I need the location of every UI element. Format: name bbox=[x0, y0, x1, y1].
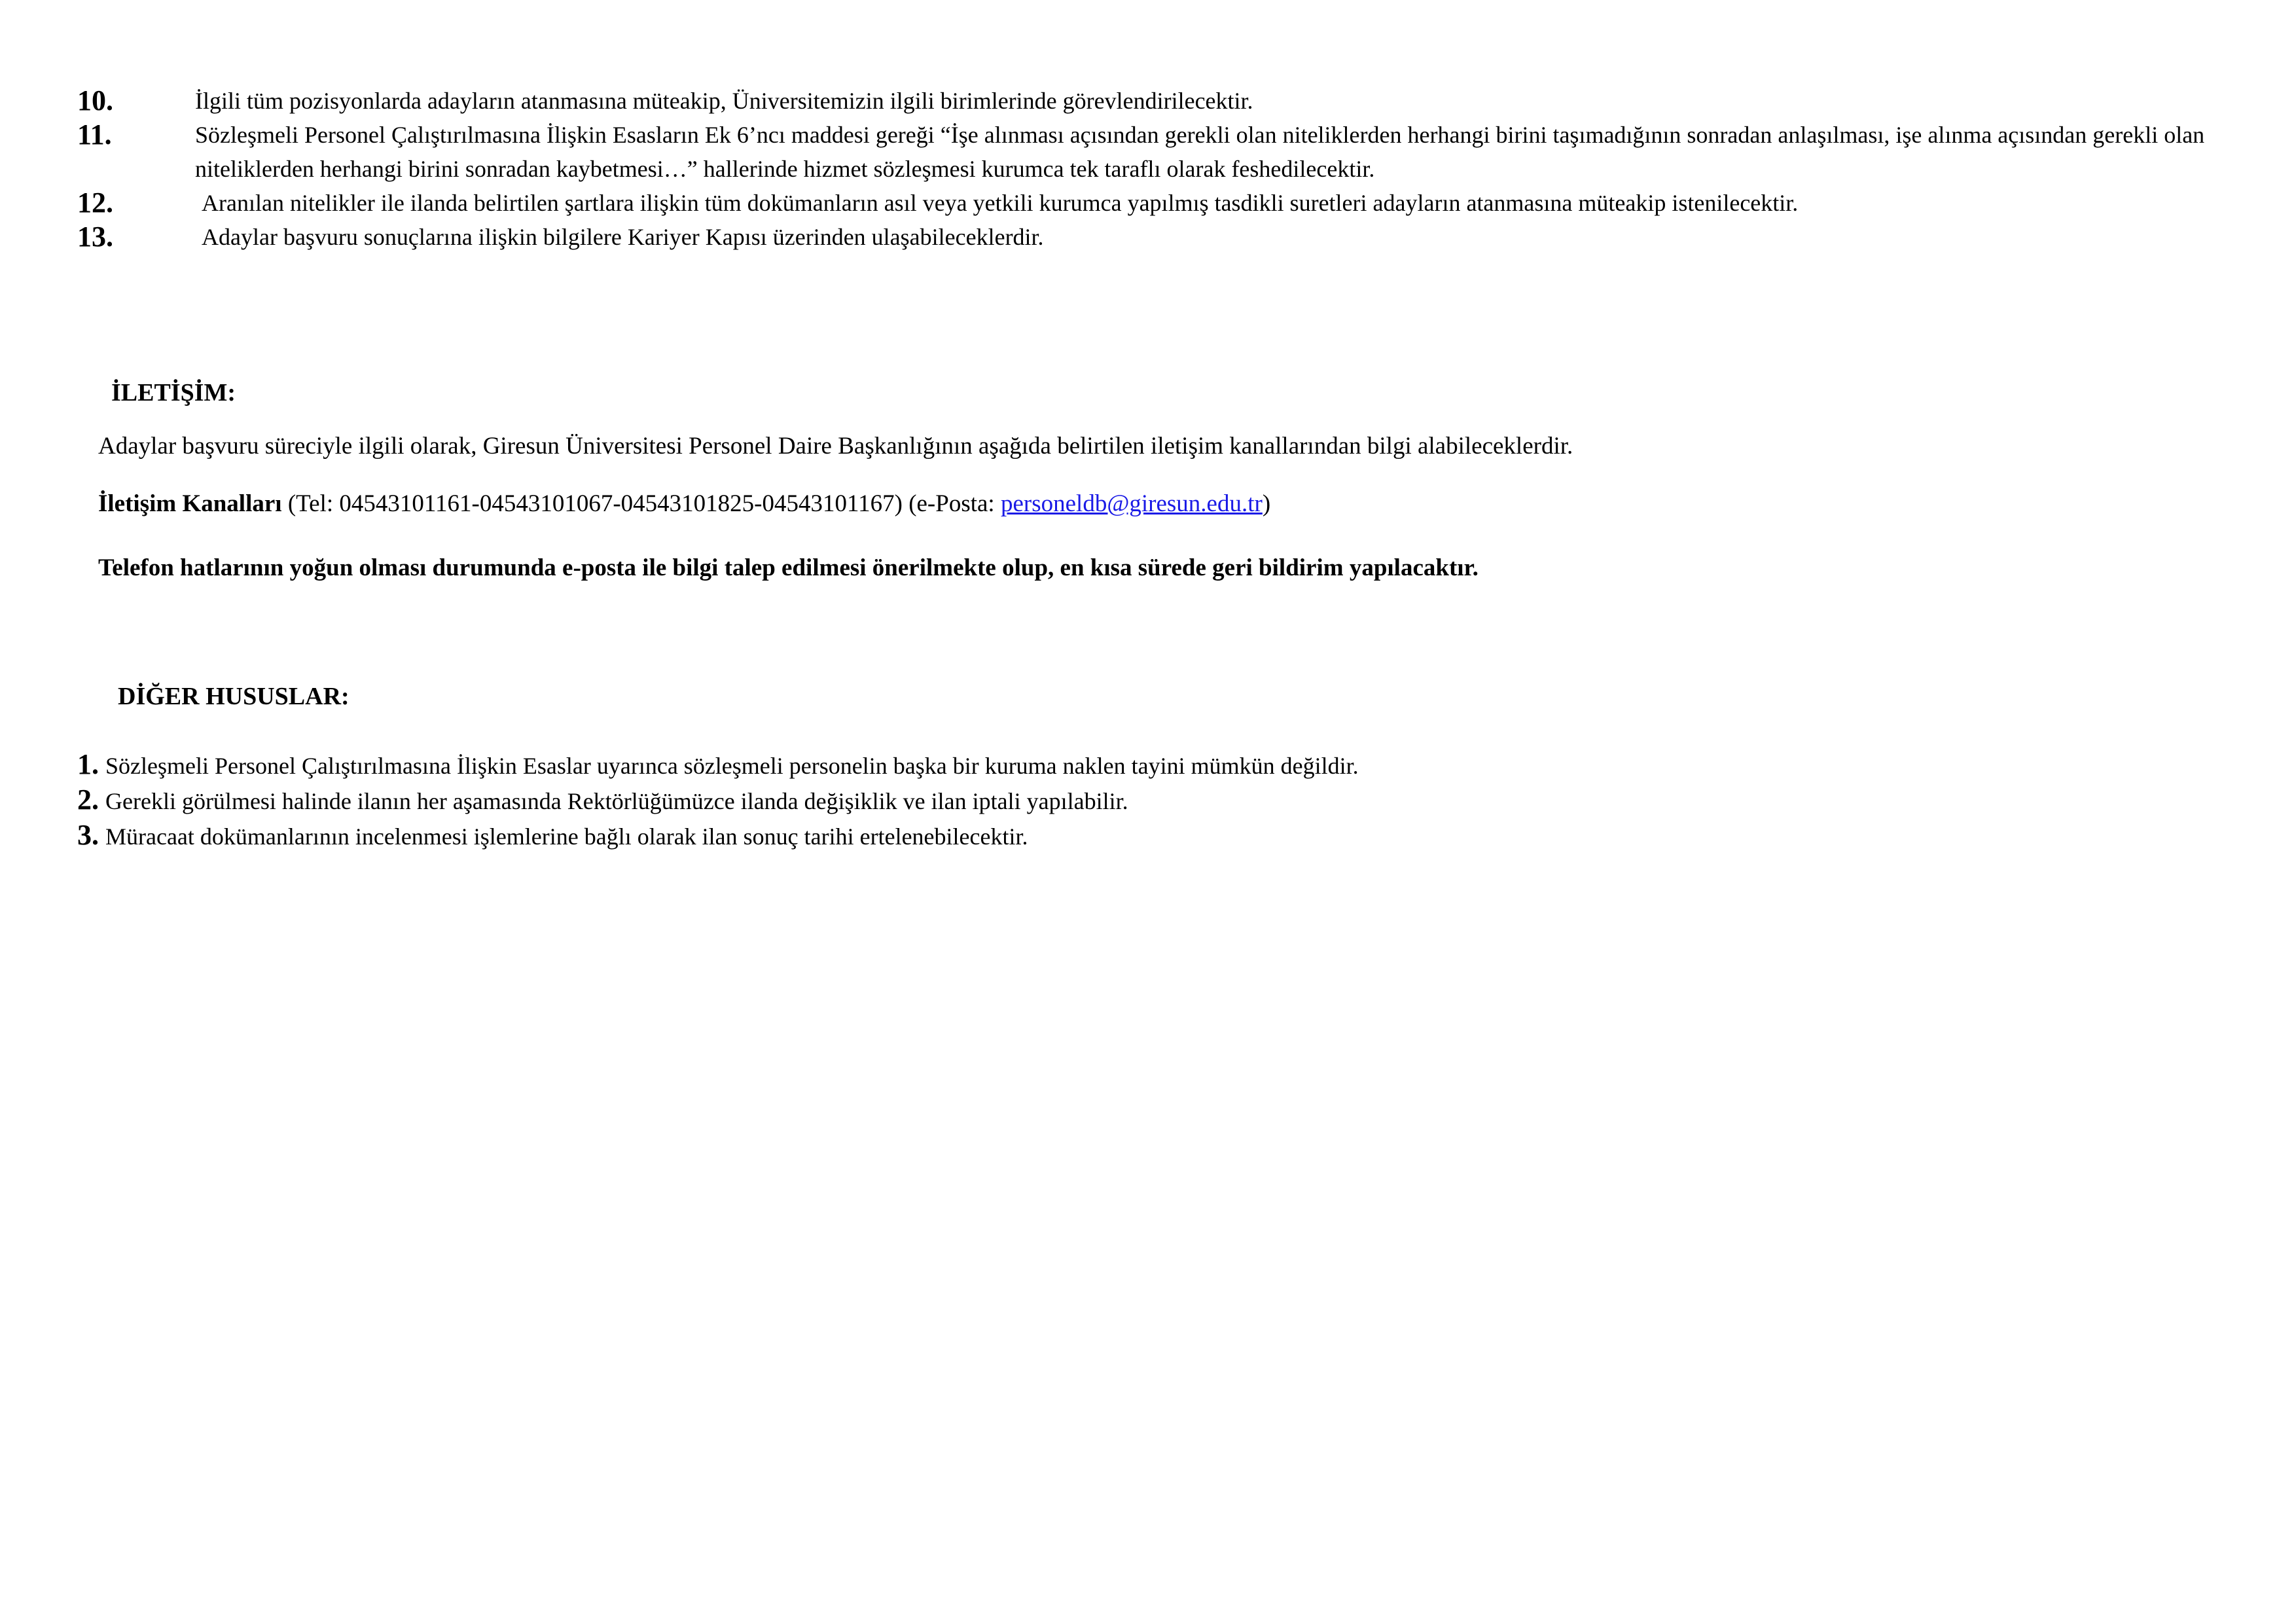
item-text: Müracaat dokümanlarının incelenmesi işlemlerine bağlı olarak ilan sonuç tarihi ertelenebilecektir. bbox=[105, 823, 1028, 850]
email-link[interactable]: personeldb@giresun.edu.tr bbox=[1000, 490, 1263, 517]
contact-note: Telefon hatlarının yoğun olması durumunda e-posta ile bilgi talep edilmesi önerilmekte olup, en kısa sürede geri bildirim yapılacaktır. bbox=[98, 554, 1479, 581]
item-number: 1. bbox=[77, 748, 99, 780]
list-item bbox=[77, 748, 2041, 783]
item-number: 2. bbox=[77, 784, 99, 816]
list-item bbox=[77, 818, 2041, 854]
list-item bbox=[77, 84, 2231, 118]
item-text: Adaylar başvuru sonuçlarına ilişkin bilgilere Kariyer Kapısı üzerinden ulaşabileceklerdir. bbox=[202, 224, 1044, 250]
contact-channels-close: ) bbox=[1262, 490, 1271, 517]
item-number: 3. bbox=[77, 819, 99, 851]
list-item bbox=[77, 118, 2231, 186]
contact-channels-label: İletişim Kanalları bbox=[98, 490, 282, 517]
contact-heading: İLETİŞİM: bbox=[111, 379, 236, 406]
item-number: 13. bbox=[77, 221, 113, 253]
contact-description: Adaylar başvuru süreciyle ilgili olarak, Giresun Üniversitesi Personel Daire Başkanlığının aşağıda belirtilen iletişim kanallarından bilgi alabileceklerdir. bbox=[98, 433, 1573, 460]
numbered-conditions-list bbox=[77, 84, 2231, 254]
item-text: Sözleşmeli Personel Çalıştırılmasına İlişkin Esasların Ek 6’ncı maddesi gereği “İşe alınması açısından gerekli olan niteliklerden herhangi birini taşımadığının sonradan anlaşılması, işe alınma açısından gerekli olan niteliklerden herhangi birini sonradan kaybetmesi…” hallerinde hizmet sözleşmesi kurumca tek taraflı olarak feshedilecektir. bbox=[195, 122, 2205, 182]
contact-channels bbox=[98, 490, 1270, 518]
item-text: İlgili tüm pozisyonlarda adayların atanmasına müteakip, Üniversitemizin ilgili birimlerinde görevlendirilecektir. bbox=[195, 88, 1253, 114]
item-number: 12. bbox=[77, 187, 113, 219]
item-number: 11. bbox=[77, 118, 112, 151]
contact-phone-text: (Tel: 04543101161-04543101067-04543101825-04543101167) (e-Posta: bbox=[281, 490, 1001, 517]
other-notes-heading: DİĞER HUSUSLAR: bbox=[118, 683, 350, 710]
other-notes-list bbox=[77, 748, 2041, 854]
item-number: 10. bbox=[77, 84, 113, 117]
list-item bbox=[77, 220, 2231, 254]
list-item bbox=[77, 783, 2041, 818]
item-text: Sözleşmeli Personel Çalıştırılmasına İlişkin Esaslar uyarınca sözleşmeli personelin başka bir kuruma naklen tayini mümkün değildir. bbox=[105, 753, 1359, 779]
item-text: Gerekli görülmesi halinde ilanın her aşamasında Rektörlüğümüzce ilanda değişiklik ve ilan iptali yapılabilir. bbox=[105, 788, 1128, 814]
list-item bbox=[77, 186, 2231, 220]
item-text: Aranılan nitelikler ile ilanda belirtilen şartlara ilişkin tüm dokümanların asıl veya yetkili kurumca yapılmış tasdikli suretleri adayların atanmasına müteakip istenilecektir. bbox=[202, 190, 1799, 216]
